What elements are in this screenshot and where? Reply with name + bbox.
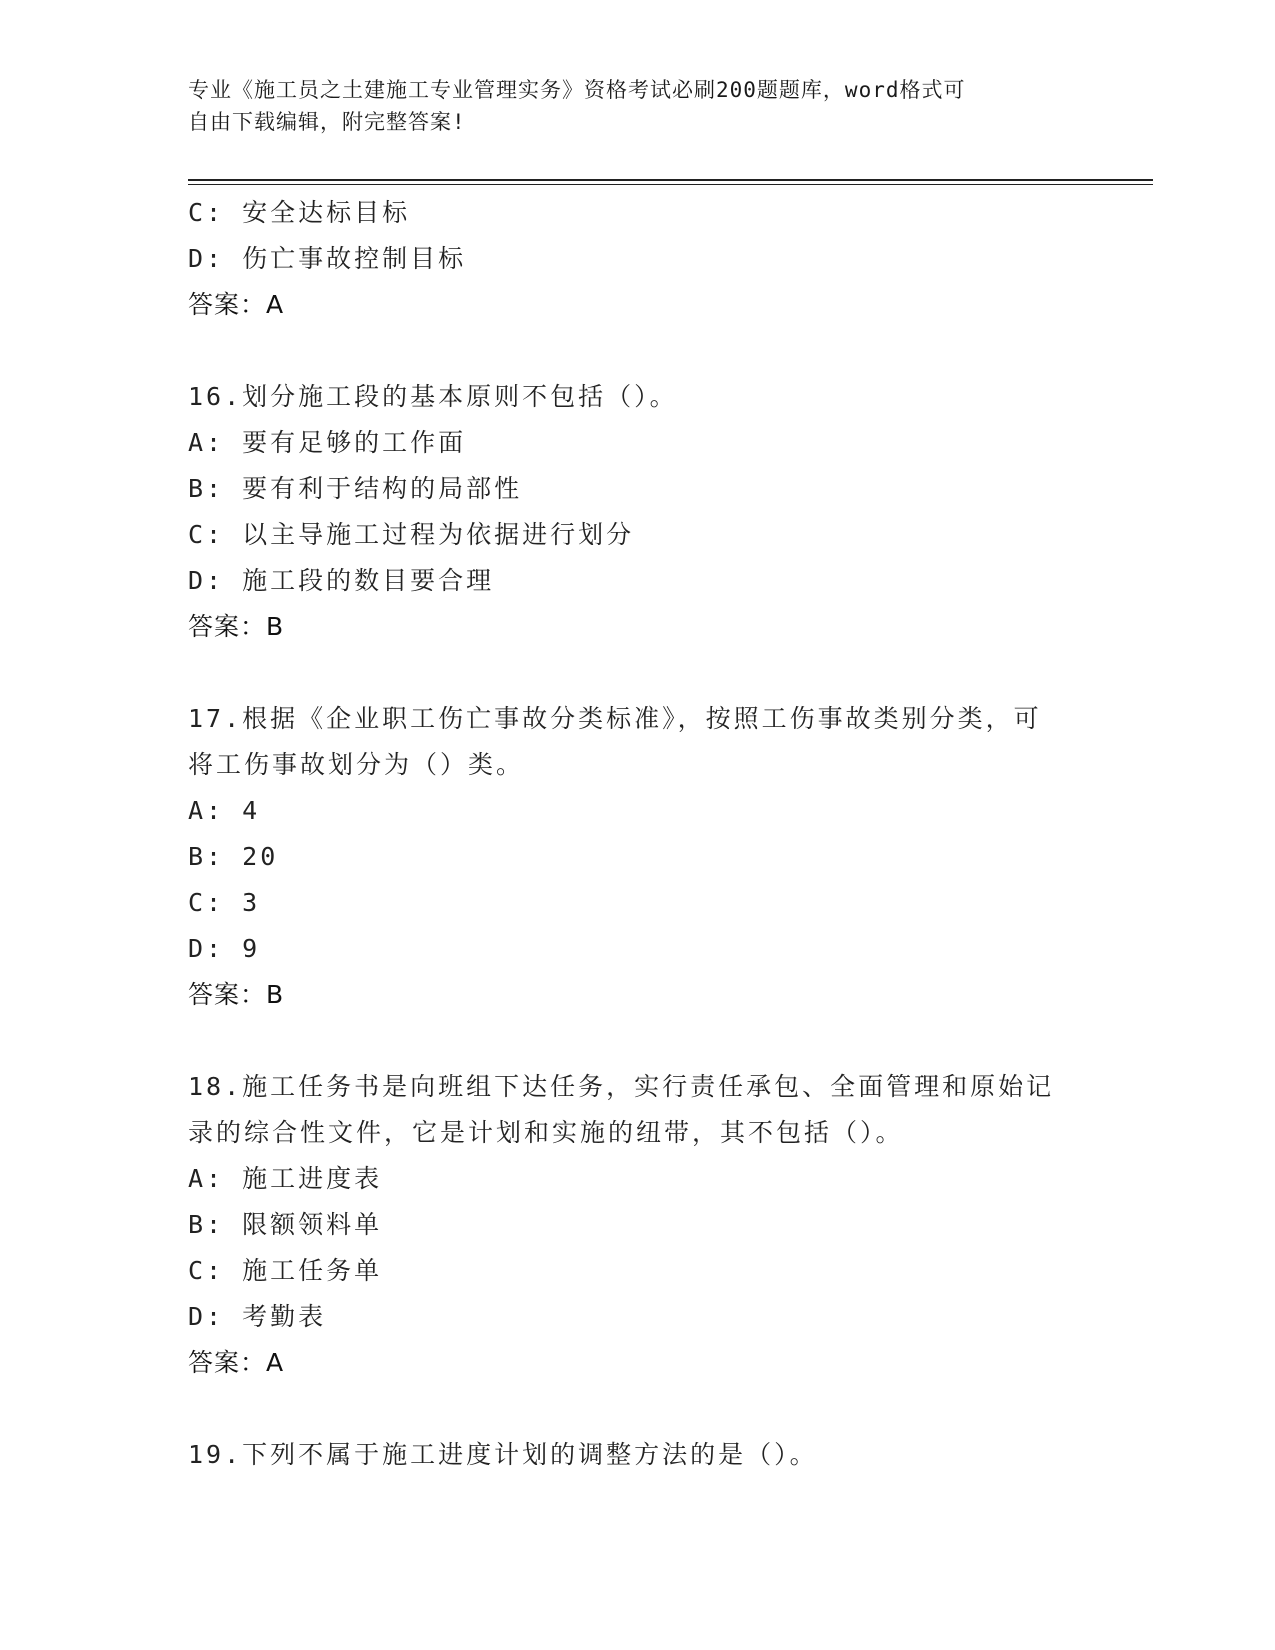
answer-line: 答案：B <box>188 612 285 641</box>
answer-line: 答案：A <box>188 1348 285 1377</box>
option-a: A: 要有足够的工作面 <box>188 428 467 457</box>
question-15-tail <box>188 190 1088 328</box>
question-stem-line-1: 18.施工任务书是向班组下达任务，实行责任承包、全面管理和原始记 <box>188 1072 1055 1101</box>
spacer <box>188 1018 1088 1064</box>
question-list <box>188 190 1088 1478</box>
answer-line: 答案：B <box>188 980 285 1009</box>
header-divider-thin <box>188 184 1153 185</box>
option-a: A: 4 <box>188 796 261 825</box>
question-17 <box>188 696 1088 1018</box>
option-b: B: 要有利于结构的局部性 <box>188 474 523 503</box>
spacer <box>188 1386 1088 1432</box>
option-d: D: 伤亡事故控制目标 <box>188 244 467 273</box>
question-19 <box>188 1432 1088 1478</box>
question-stem: 19.下列不属于施工进度计划的调整方法的是（）。 <box>188 1440 818 1469</box>
option-d: D: 施工段的数目要合理 <box>188 566 495 595</box>
option-d: D: 考勤表 <box>188 1302 327 1331</box>
answer-line: 答案：A <box>188 290 285 319</box>
option-c: C: 3 <box>188 888 261 917</box>
question-stem-line-1: 17.根据《企业职工伤亡事故分类标准》，按照工伤事故类别分类，可 <box>188 704 1042 733</box>
header-line-1: 专业《施工员之土建施工专业管理实务》资格考试必刷200题题库，word格式可 <box>188 78 966 102</box>
question-18 <box>188 1064 1088 1386</box>
question-stem-line-2: 将工伤事故划分为（）类。 <box>188 750 525 779</box>
header-divider-thick <box>188 179 1153 181</box>
option-c: C: 施工任务单 <box>188 1256 383 1285</box>
header-line-2: 自由下载编辑，附完整答案! <box>188 110 466 134</box>
spacer <box>188 328 1088 374</box>
question-stem: 16.划分施工段的基本原则不包括（）。 <box>188 382 678 411</box>
spacer <box>188 650 1088 696</box>
question-stem-line-2: 录的综合性文件，它是计划和实施的纽带，其不包括（）。 <box>188 1118 904 1147</box>
option-a: A: 施工进度表 <box>188 1164 383 1193</box>
option-d: D: 9 <box>188 934 261 963</box>
option-c: C: 安全达标目标 <box>188 198 411 227</box>
document-header <box>188 74 1088 138</box>
option-b: B: 限额领料单 <box>188 1210 383 1239</box>
question-16 <box>188 374 1088 650</box>
option-b: B: 20 <box>188 842 279 871</box>
option-c: C: 以主导施工过程为依据进行划分 <box>188 520 635 549</box>
